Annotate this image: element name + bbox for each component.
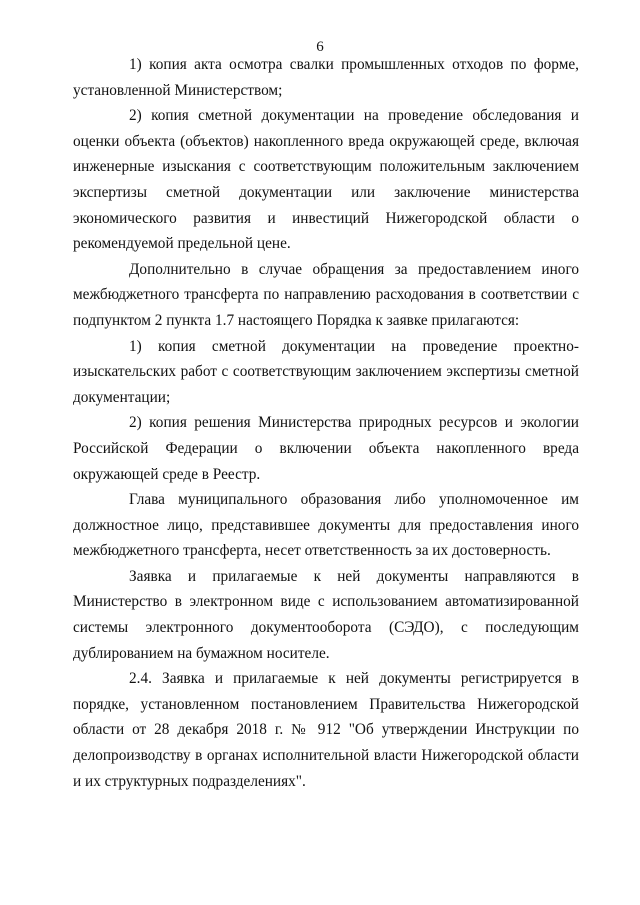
document-body [73, 52, 579, 794]
paragraph-item-4: 2) копия решения Министерства природных ресурсов и экологии Российской Федерации о включении объекта накопленного вреда окружающей среде в Реестр. [73, 414, 579, 483]
paragraph-additional-intro: Дополнительно в случае обращения за предоставлением иного межбюджетного трансферта по направлению расходования в соответствии с подпунктом 2 пункта 1.7 настоящего Порядка к заявке прилагаются: [73, 260, 579, 329]
paragraph-registration: 2.4. Заявка и прилагаемые к ней документы регистрируется в порядке, установленном постановлением Правительства Нижегородской области от 28 декабря 2018 г. № 912 "Об утверждении Инструкции по делопроизводству в органах исполнительной власти Нижегородской области и их структурных подразделениях". [73, 670, 579, 790]
paragraph-submission: Заявка и прилагаемые к ней документы направляются в Министерство в электронном виде с использованием автоматизированной системы электронного документооборота (СЭДО), с последующим дублированием на бумажном носителе. [73, 567, 579, 662]
page-number: 6 [316, 39, 324, 55]
paragraph-responsibility: Глава муниципального образования либо уполномоченное им должностное лицо, представившее документы для предоставления иного межбюджетного трансферта, несет ответственность за их достоверность. [73, 491, 579, 560]
paragraph-item-2: 2) копия сметной документации на проведение обследования и оценки объекта (объектов) накопленного вреда окружающей среде, включая инженерные изыскания с соответствующим положительным заключением экспертизы сметной документации или заключение министерства экономического развития и инвестиций Нижегородской области о рекомендуемой предельной цене. [73, 107, 579, 253]
paragraph-item-1: 1) копия акта осмотра свалки промышленных отходов по форме, установленной Министерством; [73, 56, 579, 99]
paragraph-item-3: 1) копия сметной документации на проведение проектно-изыскательских работ с соответствующим заключением экспертизы сметной документации; [73, 337, 579, 406]
